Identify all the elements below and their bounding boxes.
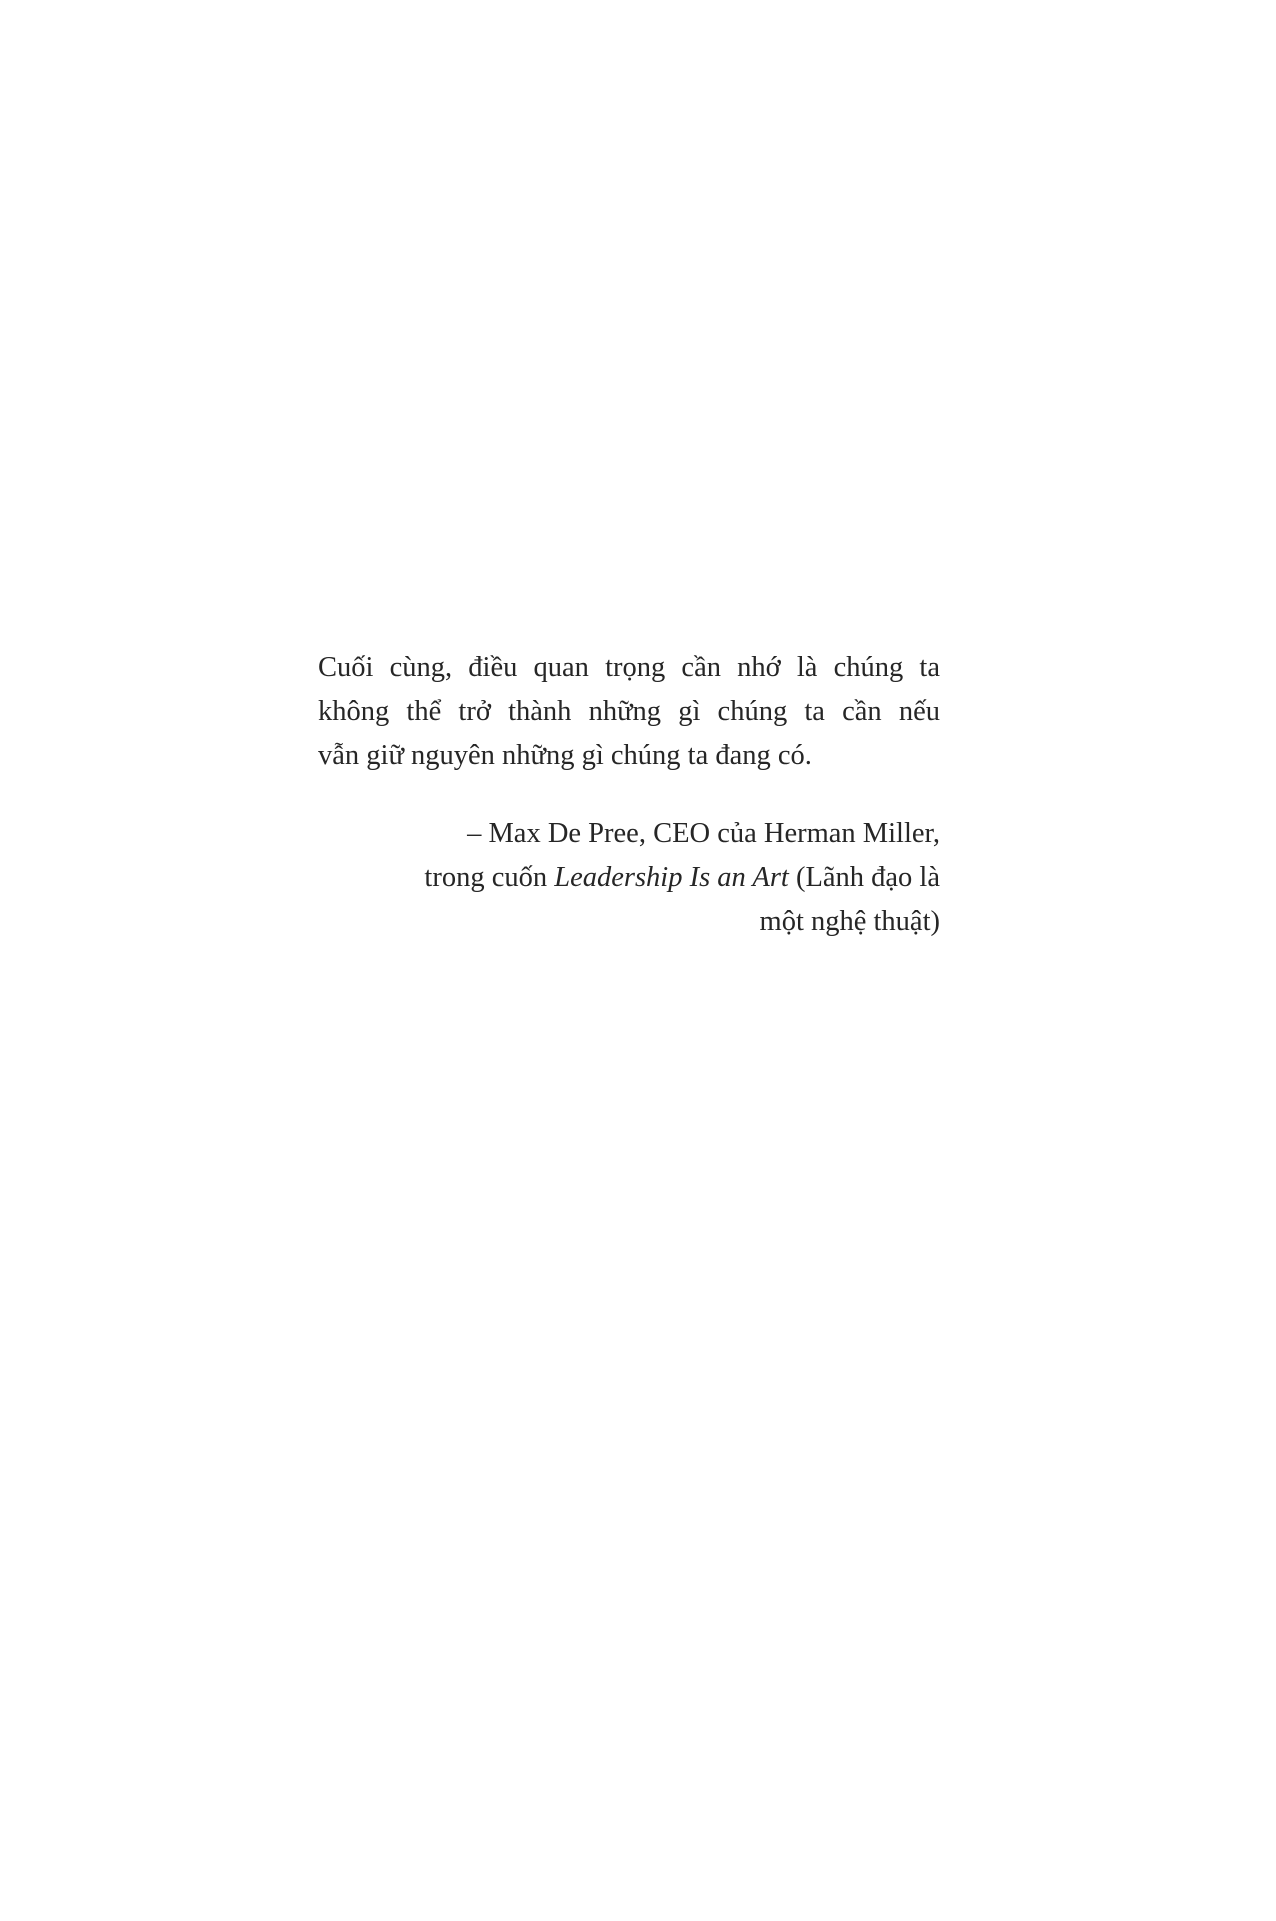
book-title-italic: Leadership Is an Art [554, 862, 789, 893]
attribution-line-2-suffix: (Lãnh đạo là [788, 862, 940, 893]
attribution-line-3: một nghệ thuật) [759, 906, 940, 937]
quote-paragraph [318, 646, 940, 778]
attribution-line-1: – Max De Pree, CEO của Herman Miller, [467, 818, 940, 849]
attribution-line-2 [318, 856, 940, 900]
quote-line-3: vẫn giữ nguyên những gì chúng ta đang có. [318, 740, 812, 771]
epigraph-block [318, 646, 940, 944]
attribution-line-2-prefix: trong cuốn [424, 862, 555, 893]
quote-line-1: Cuối cùng, điều quan trọng cần nhớ là chúng ta [318, 652, 940, 683]
quote-line-2: không thể trở thành những gì chúng ta cần nếu [318, 696, 940, 727]
attribution-paragraph [318, 812, 940, 944]
